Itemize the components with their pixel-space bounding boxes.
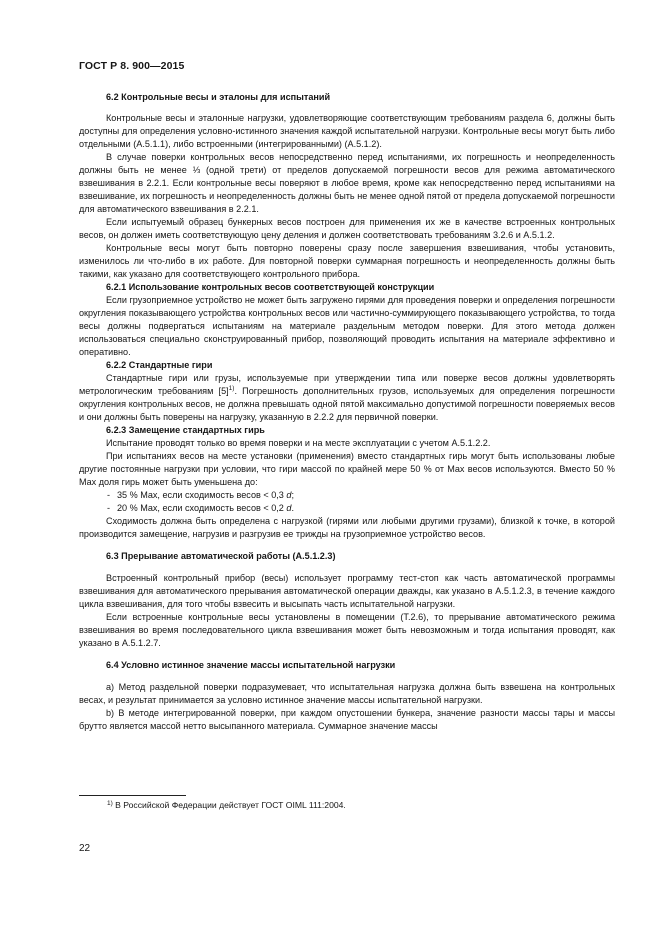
paragraph: Если испытуемый образец бункерных весов построен для применения их же в качестве встроенных контрольных весов, он должен иметь соответствующую цену деления и должен соответствовать требованиям 3.2.6 и А.5.1.2. <box>79 217 615 240</box>
footnote-mark: 1) <box>107 800 113 807</box>
list-dash: - <box>107 503 111 513</box>
list-dash: - <box>107 490 111 500</box>
footnote-separator <box>79 795 186 796</box>
footnote-text: В Российской Федерации действует ГОСТ OIML 111:2004. <box>112 800 346 810</box>
list-item-end: ; <box>291 490 294 500</box>
subsection-heading-6-2-3: 6.2.3 Замещение стандартных гирь <box>106 425 265 435</box>
paragraph: Если встроенные контрольные весы установлены в помещении (Т.2.6), то прерывание автоматического режима взвешивания во время последовательного цикла взвешивания может быть невозможным и тогда испытания проводят, как указано в А.5.1.2.7. <box>79 612 615 648</box>
footnote-ref: 1) <box>228 385 235 392</box>
paragraph: а) Метод раздельной поверки подразумевает, что испытательная нагрузка должна быть взвешена на контрольных весах, и результат принимается за условно истинное значение массы испытательной нагрузки. <box>79 682 615 705</box>
list-item-text: 20 % Max, если сходимость весов < 0,2 <box>117 503 287 513</box>
list-item-end: . <box>291 503 294 513</box>
document-header: ГОСТ Р 8. 900—2015 <box>79 60 185 72</box>
paragraph: Если грузоприемное устройство не может быть загружено гирями для проведения поверки и определения погрешности округления показывающего устройства контрольных весов или частично-суммирующего показывающего устройства, то тогда весы должны подвергаться испытаниям на материале раздельным методом поверки. Для этого метода должен использоваться специально сконструированный прибор, позволяющий проводить испытания на материале эффективно и оперативно. <box>79 295 615 357</box>
paragraph: Встроенный контрольный прибор (весы) использует программу тест-стоп как часть автоматической программы взвешивания для автоматического прерывания автоматической операции дважды, как указано в А.5.1.2.3, в течение каждого цикла взвешивания, для того чтобы взвесить и высыпать часть испытательной нагрузки. <box>79 573 615 609</box>
list-item <box>79 502 615 515</box>
paragraph-text: . Погрешность дополнительных грузов, используемых для определения погрешности округления контрольных весов, не должна превышать одной пятой максимально допустимой погрешности поверяемых весов и они должны быть поверены на нагрузку, указанную в 2.2.2 для первичной поверки. <box>79 386 615 422</box>
paragraph: Контрольные весы и эталонные нагрузки, удовлетворяющие соответствующим требованиям раздела 6, должны быть доступны для определения условно-истинного значения каждой испытательной нагрузки. Контрольные весы могут быть либо отдельными (А.5.1.1), либо встроенными (интегрированными) (А.5.1.2). <box>79 113 615 149</box>
page-content <box>79 91 615 733</box>
paragraph: Испытание проводят только во время поверки и на месте эксплуатации с учетом А.5.1.2.2. <box>106 438 491 448</box>
list-item <box>79 489 615 502</box>
page-number: 22 <box>79 843 91 854</box>
variable-d: d <box>286 503 292 513</box>
list-item-text: 35 % Max, если сходимость весов < 0,3 <box>117 490 287 500</box>
variable-d: d <box>286 490 292 500</box>
paragraph: Сходимость должна быть определена с нагрузкой (гирями или любыми другими грузами), близкой к точке, в которой производится замещение, нагрузив и разгрузив ее трижды на грузоприемное устройство весов. <box>79 516 615 539</box>
paragraph: В случае поверки контрольных весов непосредственно перед испытаниями, их погрешность и неопределенность должны быть не менее ⅓ (одной трети) от пределов допускаемой погрешности весов для режима автоматического взвешивания в 2.2.1. Если контрольные весы поверяют в любое время, кроме как непосредственно перед испытаниями на взвешивание, их погрешность и неопределенность должны быть не менее одной пятой от предела допускаемой погрешности для автоматического взвешивания в 2.2.1. <box>79 152 615 214</box>
paragraph: b) В методе интегрированной поверки, при каждом опустошении бункера, значение разности массы тары и массы брутто является массой нетто высыпанного материала. Суммарное значение массы <box>79 708 615 731</box>
footnote <box>107 800 346 810</box>
section-heading-6-3: 6.3 Прерывание автоматической работы (А.5.1.2.3) <box>106 551 336 561</box>
paragraph-text: Стандартные гири или грузы, используемые при утверждении типа или поверке весов должны удовлетворять метрологическим требованиям [5] <box>79 373 615 396</box>
paragraph: При испытаниях весов на месте установки (применения) вместо стандартных гирь могут быть использованы любые другие постоянные нагрузки при условии, что гири массой по крайней мере 50 % от Max весов используются. Вместо 50 % Max доля гирь может быть уменьшена до: <box>79 451 615 487</box>
paragraph: Контрольные весы могут быть повторно поверены сразу после завершения взвешивания, чтобы установить, изменилось ли что-либо в их работе. Для повторной поверки суммарная погрешность и неопределенность должны быть такими, как указано для соответствующего контрольного прибора. <box>79 243 615 279</box>
subsection-heading-6-2-1: 6.2.1 Использование контрольных весов соответствующей конструкции <box>106 282 435 292</box>
section-heading-6-4: 6.4 Условно истинное значение массы испытательной нагрузки <box>106 660 396 670</box>
subsection-heading-6-2-2: 6.2.2 Стандартные гири <box>106 360 213 370</box>
paragraph <box>79 372 615 424</box>
section-heading-6-2: 6.2 Контрольные весы и эталоны для испытаний <box>106 92 331 102</box>
